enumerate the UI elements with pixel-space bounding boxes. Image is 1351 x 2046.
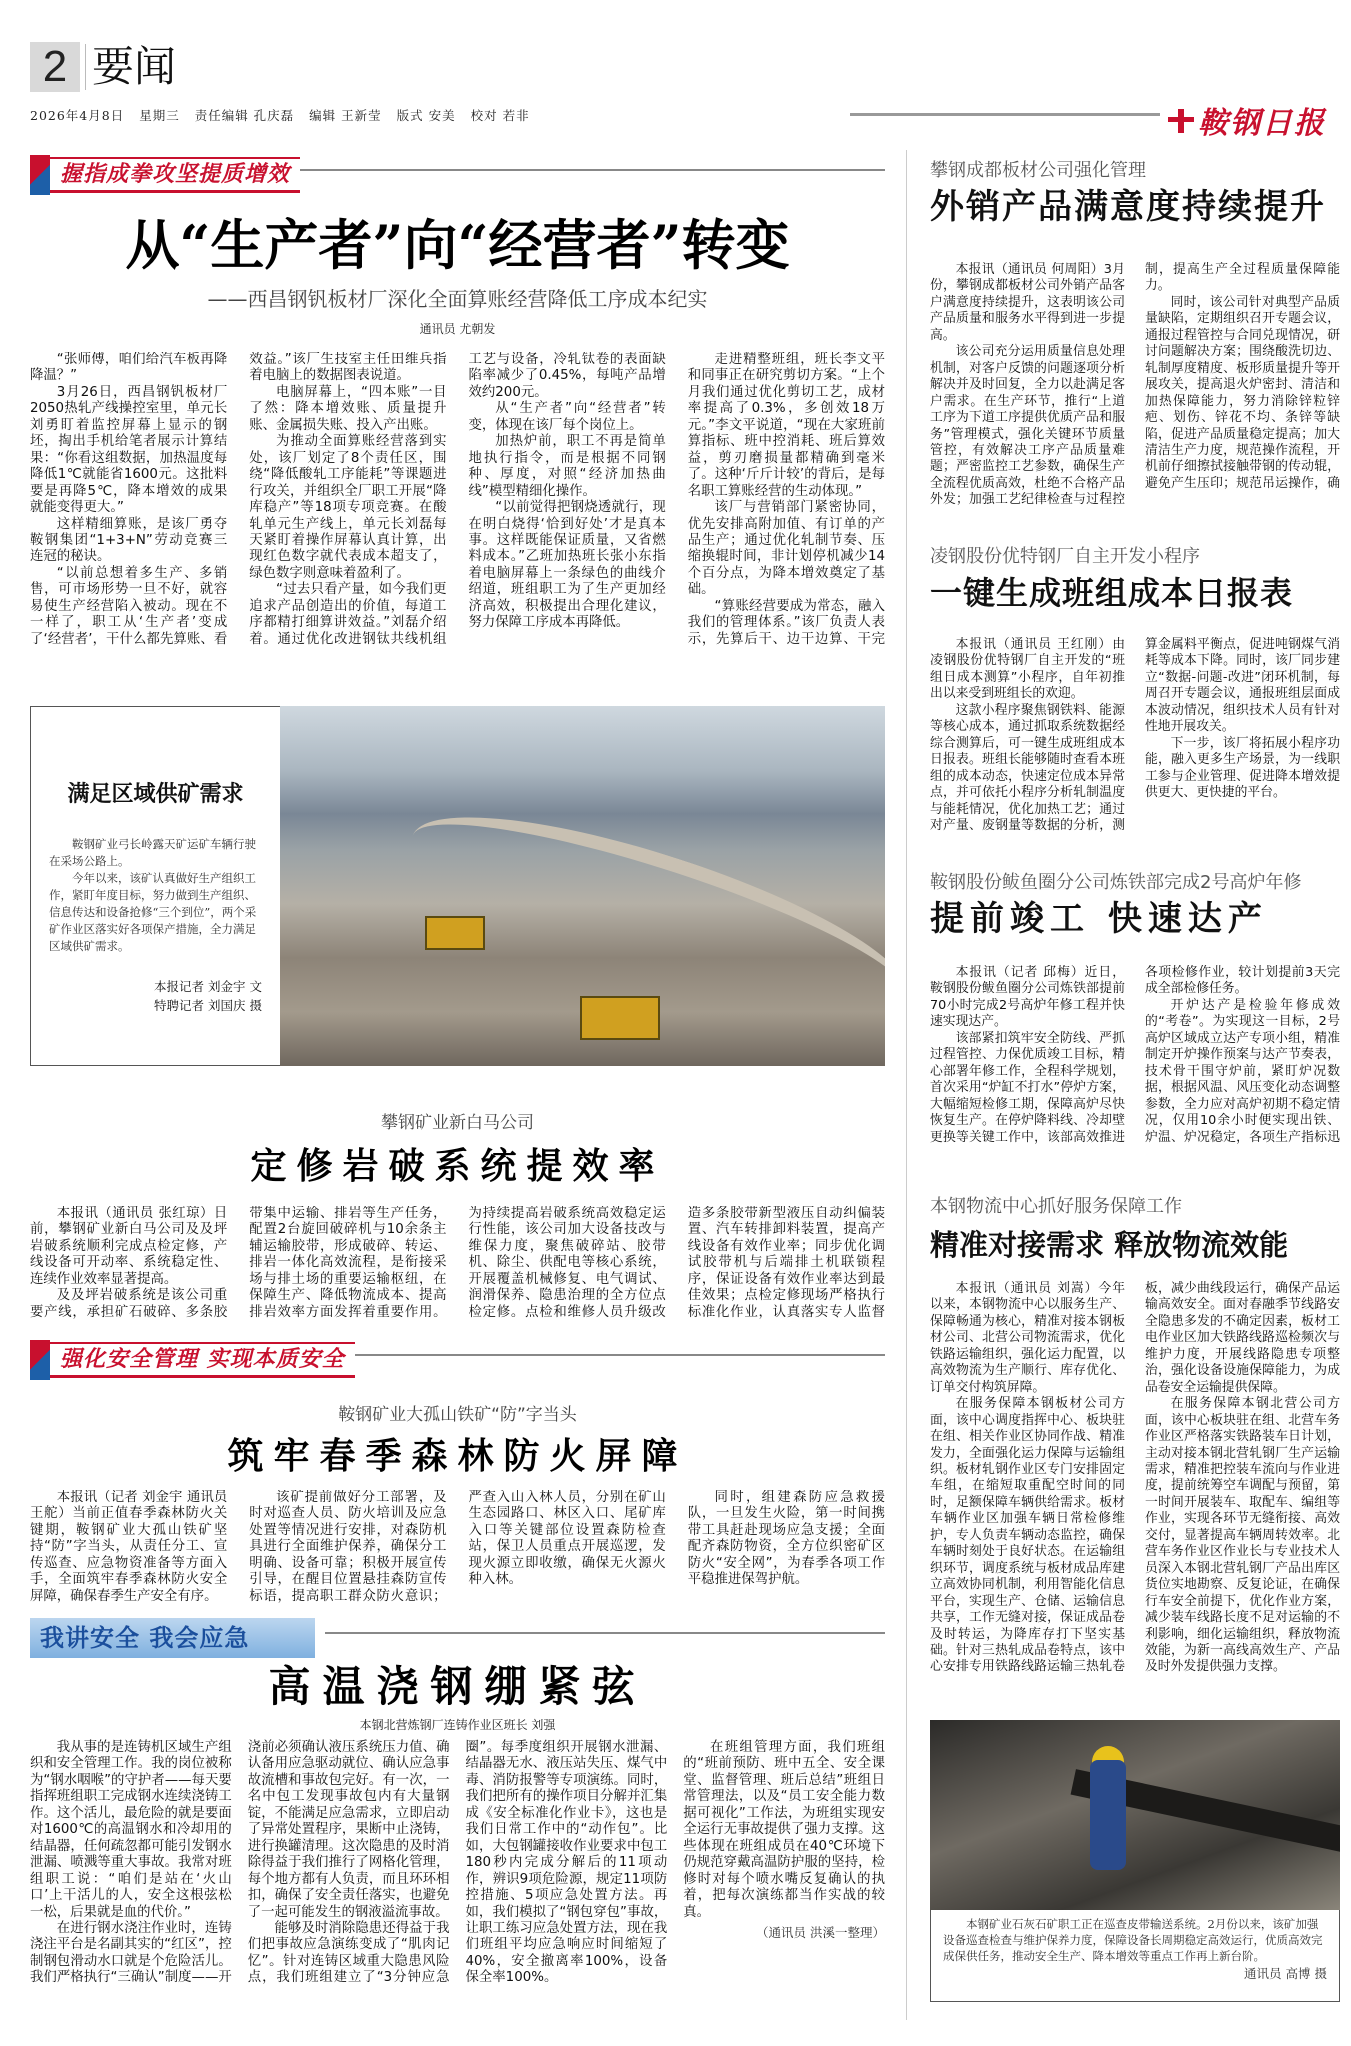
paragraph: 在班组管理方面，我们班组的“班前预防、班中五全、安全课堂、监督管理、班后总结”班组日常管理法，以及“员工安全能力数据可视化”工作法，为班组实现安全运行无事故提供了强力支撑。这些体现在班组成员在40℃环境下仍规范穿戴高温防护服的坚持，检修时对每个喷水嘴反复确认的执着，把每次演练都当作实战的较真。 xyxy=(683,1740,885,1920)
paragraph: “以前总想着多生产、多销售，可市场形势一旦不好，就容易使生产经营陷入被动。现在不一样了，职工从‘生产者’变成了‘经营者’，干什么都先算账、看效益。”该厂生技室主任田维兵指着电脑上的数据图表说道。 xyxy=(30,352,447,647)
credit-photo: 特聘记者 刘国庆 摄 xyxy=(154,998,262,1013)
paragraph: 本报讯（通讯员 何周阳）3月份，攀钢成都板材公司外销产品客户满意度持续提升，这表明该公司产品质量和服务水平得到进一步提高。 xyxy=(930,262,1125,343)
fire-headline: 筑牢春季森林防火屏障 xyxy=(227,1435,688,1477)
paragraph: 本钢矿业石灰石矿职工正在巡查皮带输送系统。2月份以来，该矿加强设备巡查检查与维护保养力度，保障设备长周期稳定高效运行，优质高效完成保供任务，推动安全生产、降本增效等重点工作再上新台阶。 xyxy=(943,1917,1323,1963)
photo-caption-box xyxy=(30,706,280,1066)
proofreader: 校对 若非 xyxy=(470,108,530,123)
paragraph: 及及坪岩破系统是该公司重要产线，承担矿石破碎、多条胶带集中运输、排岩等生产任务，配置2台旋回破碎机与10余条主辅运输胶带，形成破碎、转运、排岩一体化高效流程，是衔接采场与排土场的重要运输枢纽，在保障生产、降低物流成本、提高排岩效率方面发挥着重要作用。为持续提高岩破系统高效稳定运行性能，该公司加大设备技改与维保力度，聚焦破碎站、胶带机、除尘、供配电等核心系统，开展覆盖机械修复、电气调试、润滑保养、隐患治理的全方位点检定修。点检和维修人员升级改造多条胶带新型液压自动纠偏装置、汽车转排卸料装置，提高产线设备有效作业率；同步优化调试胶带机与后端排土机联锁程序，保证设备有效作业率达到最佳效果；点检定修现场严格执行标准化作业，认真落实专人监督 xyxy=(30,1206,885,1320)
banner-flag-icon xyxy=(30,1340,50,1380)
paragraph: 开炉达产是检验年修成效的“考卷”。为实现这一目标，2号高炉区域成立达产专项小组，精准制定开炉操作预案与达产节奏表，技术骨干围守炉前，紧盯炉况数据，根据风温、风压变化动态调整参数，全力应对高炉初期不稳定情况，仅用10余小时便实现出铁、炉温、炉况稳定，各项生产指标迅 xyxy=(1145,997,1340,1145)
banner-rule xyxy=(355,1354,885,1356)
ore-kicker: 攀钢矿业新白马公司 xyxy=(381,1113,534,1133)
r3-kicker: 鞍钢股份鲅鱼圈分公司炼铁部完成2号高炉年修 xyxy=(930,872,1302,893)
worker xyxy=(1090,1760,1126,1870)
r4-headline: 精准对接需求 释放物流效能 xyxy=(930,1228,1289,1262)
fire-body xyxy=(30,1490,885,1608)
paragraph: 该部紧扣筑牢安全防线、严抓过程管控、力保优质竣工目标，精心部署年修工作，全程科学规划，首次采用“炉缸不打水”停炉方案，大幅缩短检修工期，保障高炉尽快恢复生产。在停炉降料线、冷却壁更换等关键工作中，该部高效推进各项检修作业，较计划提前3天完成全部检修任务。 xyxy=(930,965,1340,1145)
paragraph: 本报讯（记者 刘金宇 通讯员 王舵）当前正值春季森林防火关键期，鞍钢矿业大孤山铁矿坚持“防”字当头，从责任分工、宣传巡查、应急物资准备等方面入手，全面筑牢春季森林防火安全屏障，确保春季生产安全有序。 xyxy=(30,1490,228,1604)
paragraph: “以前觉得把钢烧透就行，现在明白烧得‘恰到好处’才是真本事。这样既能保证质量，又省燃料成本。”乙班加热班长张小东指着电脑屏幕上一条绿色的曲线介绍道，班组职工为了生产更加经济高效，积极提出合理化建议，努力保障工序成本再降低。 xyxy=(468,500,666,631)
paragraph: 同时，组建森防应急救援队，一旦发生火险，第一时间携带工具赶赴现场应急支援；全面配齐森防物资，全方位织密矿区防火“安全网”，为春季各项工作平稳推进保驾护航。 xyxy=(687,1490,885,1588)
paragraph: 今年以来，该矿认真做好生产组织工作，紧盯年度目标，努力做到生产组织、信息传达和设备抢修“三个到位”，两个采矿作业区落实好各项保产措施，全力满足区域供矿需求。 xyxy=(49,871,257,953)
r1-body xyxy=(930,262,1340,510)
logo-text: 鞍钢日报 xyxy=(1198,106,1326,141)
r2-body xyxy=(930,637,1340,837)
newspaper-logo xyxy=(1168,98,1326,142)
dateline xyxy=(30,106,540,124)
paragraph: 鞍钢矿业弓长岭露天矿运矿车辆行驶在采场公路上。 xyxy=(49,837,256,868)
logo-emblem-icon xyxy=(1168,107,1194,133)
section-banner xyxy=(30,155,885,195)
paragraph: 为推动全面算账经营落到实处，该厂划定了8个责任区，围绕“降低酸轧工序能耗”等课题进行攻关，并组织全厂职工开展“降库稳产”等18项专项竞赛。在酸轧单元生产线上，单元长刘磊每天紧盯着操作屏幕认真计算，出现红色数字就代表成本超支了，绿色数字则意味着盈利了。 xyxy=(249,434,447,581)
paragraph: 在进行钢水浇注作业时，连铸浇注平台是名副其实的“红区”，控制钢包滑动水口就是个危险活儿。我们严格执行“三确认”制度——开浇前必须确认液压系统压力值、确认备用应急驱动就位、确认应急事故流槽和事故包完好。有一次，一名中包工发现事故包内有大量钢锭，不能满足应急需求，立即启动了异常处置程序，果断中止浇铸，进行换罐清理。这次隐患的及时消除得益于我们推行了网格化管理，每个地方都有人负责，而且环环相扣，确保了安全责任落实，也避免了一起可能发生的钢液溢流事故。 xyxy=(30,1740,450,1986)
banner-label: 强化安全管理 实现本质安全 xyxy=(50,1342,355,1378)
divider xyxy=(85,44,86,90)
section-title: 要闻 xyxy=(92,42,177,91)
banner-flag-icon xyxy=(30,155,50,195)
layout-credit: 版式 安美 xyxy=(396,108,456,123)
paragraph: 走进精整班组，班长李文平和同事正在研究剪切方案。“上个月我们通过优化剪切工艺，成材率提高了0.3%，多创效18万元。”李文平说道，“现在大家班前算指标、班中控消耗、班后算效益，剪刃磨损量都精确到毫米了。这种‘斤斤计较’的背后，是每名职工算账经营的生动体现。” xyxy=(687,352,885,499)
paragraph: 同时，该公司针对典型产品质量缺陷，定期组织召开专题会议，通报过程管控与合同兑现情况，研讨问题解决方案；围绕酸洗切边、轧制厚度精度、板形质量提升等开展攻关，提高退火炉密封、清洁和加热保障能力，努力消除锌粒锌疤、划伤、锌花不均、条锌等缺陷，促进产品质量稳定提高；加大清洁生产力度，规范操作流程，开机前仔细擦拭接触带钢的传动辊，避免产生压印；规范吊运操作，确 xyxy=(1145,294,1340,491)
r1-headline: 外销产品满意度持续提升 xyxy=(930,187,1326,227)
lead-body xyxy=(30,352,885,664)
paragraph: 该公司充分运用质量信息处理机制，对客户反馈的问题逐项分析解决并及时回复，全力以赴满足客户需求。在生产环节，推行“上道工序为下道工序提供优质产品和服务”管理模式，强化关键环节质量管控，有效解决工序产品质量难题；严密监控工艺参数，确保生产全流程优质高效，杜绝不合格产品外发；加强工艺纪律检查与过程控制，提高生产全过程质量保障能力。 xyxy=(930,262,1340,508)
lead-headline: 从“生产者”向“经营者”转变 xyxy=(125,213,790,277)
paragraph: 能够及时消除隐患还得益于我们把事故应急演练变成了“肌肉记忆”。针对连铸区域重大隐患风险点，我们班组建立了“3分钟应急圈”。每季度组织开展钢水泄漏、结晶器无水、液压站失压、煤气中毒、消防报警等专项演练。同时，我们把所有的操作项目分解并汇集成《安全标准化作业卡》，这也是我们日常工作中的“动作包”。比如，大包钢罐接收作业要求中包工180秒内完成分解后的11项动作，辨识9项危险源，规定11项防控措施、5项应急处置方法。再如，我们模拟了“钢包穿包”事故，让职工练习应急处置方法，现在我们班组平均应急响应时间缩短了40%，安全撤离率100%，设备保全率100%。 xyxy=(247,1740,668,1986)
paragraph: 在服务保障本钢北营公司方面，该中心板块驻在组、北营车务作业区严格落实铁路装车日计划，主动对接本钢北营轧钢厂生产运输需求，精准把控装车流向与作业进度，提前统筹空车调配与预留，第一时间开展装车、取配车、编组等作业，实现各环节无缝衔接、高效交付，显著提高车辆周转效率。北营车务作业区作业长与专业技术人员深入本钢北营轧钢厂产品出库区货位实地勘察、反复论证，在确保行车安全前提下，优化作业方案，减少装车线路长度不足对运输的不利影响，细化运输组织，释放物流效能，为新一高线高效生产、产品及时外发提供强力支撑。 xyxy=(1145,1396,1340,1675)
steel-headline: 高温浇钢绷紧弦 xyxy=(268,1662,647,1711)
mining-truck xyxy=(580,996,660,1040)
steel-byline: 本钢北营炼钢厂连铸作业区班长 刘强 xyxy=(359,1718,556,1732)
paragraph: 本报讯（通讯员 王红刚）由凌钢股份优特钢厂自主开发的“班组日成本测算”小程序，自年初推出以来受到班组长的欢迎。 xyxy=(930,637,1125,702)
paragraph: 加热炉前，职工不再是简单地执行指令，而是根据不同钢种、厚度，对照“经济加热曲线”模型精细化操作。 xyxy=(468,434,666,499)
editor-in-charge: 责任编辑 孔庆磊 xyxy=(194,108,295,123)
paragraph: 电脑屏幕上，“四本账”一目了然：降本增效账、质量提升账、金属损失账、投入产出账。 xyxy=(249,384,447,433)
r4-body xyxy=(930,1281,1340,1686)
ore-headline: 定修岩破系统提效率 xyxy=(250,1145,665,1187)
paragraph: “张师傅，咱们给汽车板再降降温？” xyxy=(30,352,228,384)
banner-label: 我讲安全 我会应急 xyxy=(30,1618,315,1658)
steel-body xyxy=(30,1740,885,1987)
r4-kicker: 本钢物流中心抓好服务保障工作 xyxy=(930,1196,1182,1217)
paragraph: 本报讯（通讯员 刘嵩）今年以来，本钢物流中心以服务生产、保障畅通为核心，精准对接本钢板材公司、北营公司物流需求，优化铁路运输组织，强化运力配置，以高效物流为生产顺行、库存优化、订单交付构筑屏障。 xyxy=(930,1281,1125,1395)
mining-truck xyxy=(425,916,485,950)
photo-caption-box xyxy=(930,1910,1340,2002)
editor: 编辑 王新莹 xyxy=(309,108,382,123)
paragraph: 本报讯（通讯员 张红琼）日前，攀钢矿业新白马公司及及坪岩破系统顺利完成点检定修，产线设备可开动率、系统稳定性、连续作业效率显著提高。 xyxy=(30,1206,228,1287)
paragraph: 本报讯（记者 邱梅）近日，鞍钢股份鲅鱼圈分公司炼铁部提前70小时完成2号高炉年修工程并快速实现达产。 xyxy=(930,965,1125,1030)
paragraph: 我从事的是连铸机区域生产组织和安全管理工作。我的岗位被称为“钢水咽喉”的守护者——每天要指挥班组职工完成钢水连续浇铸工作。这个活儿，最危险的就是要面对1600℃的高温钢水和冷却用的结晶器，任何疏忽都可能引发钢水泄漏、喷溅等重大事故。我常对班组职工说：“咱们是站在‘火山口’上干活儿的人，安全这根弦松一松，后果就是血的代价。” xyxy=(30,1740,232,1920)
section-banner xyxy=(30,1618,885,1658)
paragraph: 下一步，该厂将拓展小程序功能，融入更多生产场景，为一线职工参与企业管理、促进降本增效提供更大、更快捷的平台。 xyxy=(1145,735,1340,801)
paragraph: 3月26日，西昌钢钒板材厂2050热轧产线操控室里，单元长刘勇盯着监控屏幕上显示的钢坯，掏出手机给笔者展示计算结果：“你看这组数据，加热温度每降低1℃就能省1600元。这批料要是再降5℃，降本增效的成果就能变得更大。” xyxy=(30,384,228,516)
r2-headline: 一键生成班组成本日报表 xyxy=(930,574,1294,612)
photo-credit: 通讯员 高博 摄 xyxy=(1244,1966,1327,1981)
lead-byline: 通讯员 尤朝发 xyxy=(419,322,496,336)
paragraph: “算账经营要成为常态，融入我们的管理体系。”该厂负责人表示，先算后干、边干边算、干完 xyxy=(687,598,885,647)
weekday: 星期三 xyxy=(139,108,180,123)
paragraph: 这样精细算账，是该厂勇夺鞍钢集团“1+3+N”劳动竞赛三连冠的秘诀。 xyxy=(30,516,228,565)
mine-road-photo xyxy=(280,706,885,1066)
date: 2026年4月8日 xyxy=(30,108,125,123)
banner-label: 握指成拳攻坚提质增效 xyxy=(50,157,300,193)
page-number: 2 xyxy=(30,42,80,92)
steel-paragraphs xyxy=(30,1740,885,1987)
credit-text: 本报记者 刘金宇 文 xyxy=(154,979,262,994)
steel-signature: （通讯员 洪溪一整理） xyxy=(756,1924,885,1940)
r2-kicker: 凌钢股份优特钢厂自主开发小程序 xyxy=(930,546,1200,567)
photo-caption xyxy=(943,1916,1327,1964)
header-rule xyxy=(850,113,1160,116)
column-divider xyxy=(906,150,907,2020)
r3-body xyxy=(930,965,1340,1149)
paragraph: 该矿提前做好分工部署，及时对巡查人员、防火培训及应急处置等情况进行安排，对森防机具进行全面维护保养，确保分工明确、设备可靠；积极开展宣传引导，在醒目位置悬挂森防宣传标语，提高职工群众防火意识；严查入山入林人员，分别在矿山生态园路口、林区入口、尾矿库入口等关键部位设置森防检查站，保卫人员重点开展巡逻，发现火源立即收缴，确保无火源火种入林。 xyxy=(249,1490,666,1604)
photo-caption xyxy=(49,836,262,955)
r3-headline: 提前竣工 快速达产 xyxy=(930,899,1268,939)
r1-kicker: 攀钢成都板材公司强化管理 xyxy=(930,160,1146,181)
section-banner xyxy=(30,1340,885,1380)
banner-rule xyxy=(325,1632,885,1634)
fire-kicker: 鞍钢矿业大孤山铁矿“防”字当头 xyxy=(338,1405,577,1425)
banner-rule xyxy=(300,169,885,171)
photo-title: 满足区域供矿需求 xyxy=(67,782,244,807)
paragraph: 从“生产者”向“经营者”转变，体现在该厂每个岗位上。 xyxy=(468,401,666,433)
paragraph: 在服务保障本钢板材公司方面，该中心调度指挥中心、板块驻在组、相关作业区协同作战、精准发力，全面强化运力保障与运输组织。板材轧钢作业区专门安排固定车组，在缩短取重配空时间的同时，足额保障车辆供给需求。板材车辆作业区加强车辆日常检修维护，专人负责车辆动态监控，确保车辆时刻处于良好状态。在运输组织环节，调度系统与板材成品库建立高效协同机制，利用智能化信息平台，实现生产、仓储、运输信息共享，工作无缝对接，保证成品卷及时转运，为降库存打下坚实基础。针对三热轧成品卷特点，该中心安排专用铁路线路运输三热轧卷板，减少曲线段运行，确保产品运输高效安全。面对春融季节线路安全隐患多发的不确定因素，板材工电作业区加大铁路线路巡检频次与维护力度，开展线路隐患专项整治，强化设备设施保障能力，为成品卷安全运输提供保障。 xyxy=(930,1281,1340,1675)
lead-subtitle: ——西昌钢钒板材厂深化全面算账经营降低工序成本纪实 xyxy=(207,287,708,311)
conveyor-inspection-photo xyxy=(930,1720,1340,1910)
ore-body xyxy=(30,1206,885,1324)
paragraph: 该厂与营销部门紧密协同，优先安排高附加值、有订单的产品生产；通过优化轧制节奏、压缩换辊时间，非计划停机减少14个百分点，为降本增效奠定了基础。 xyxy=(687,500,885,598)
paragraph: “过去只看产量，如今我们更追求产品创造出的价值，每道工序都精打细算讲效益。”刘磊介绍着。通过优化改进钢钛共线机组工艺与设备，冷轧钛卷的表面缺陷率减少了0.45%，每吨产品增效约200元。 xyxy=(249,352,666,647)
paragraph: 这款小程序聚焦钢铁料、能源等核心成本，通过抓取系统数据经综合测算后，可一键生成班组成本日报表。班组长能够随时查看本班组的成本动态，快速定位成本异常点，并可依托小程序分析轧制温度与能耗情况，优化加热工艺；通过对产量、废钢量等数据的分析，测算金属料平衡点，促进吨钢煤气消耗等成本下降。同时，该厂同步建立“数据-问题-改进”闭环机制，每周召开专题会议，通报班组层面成本波动情况，组织技术人员有针对性地开展攻关。 xyxy=(930,637,1340,833)
